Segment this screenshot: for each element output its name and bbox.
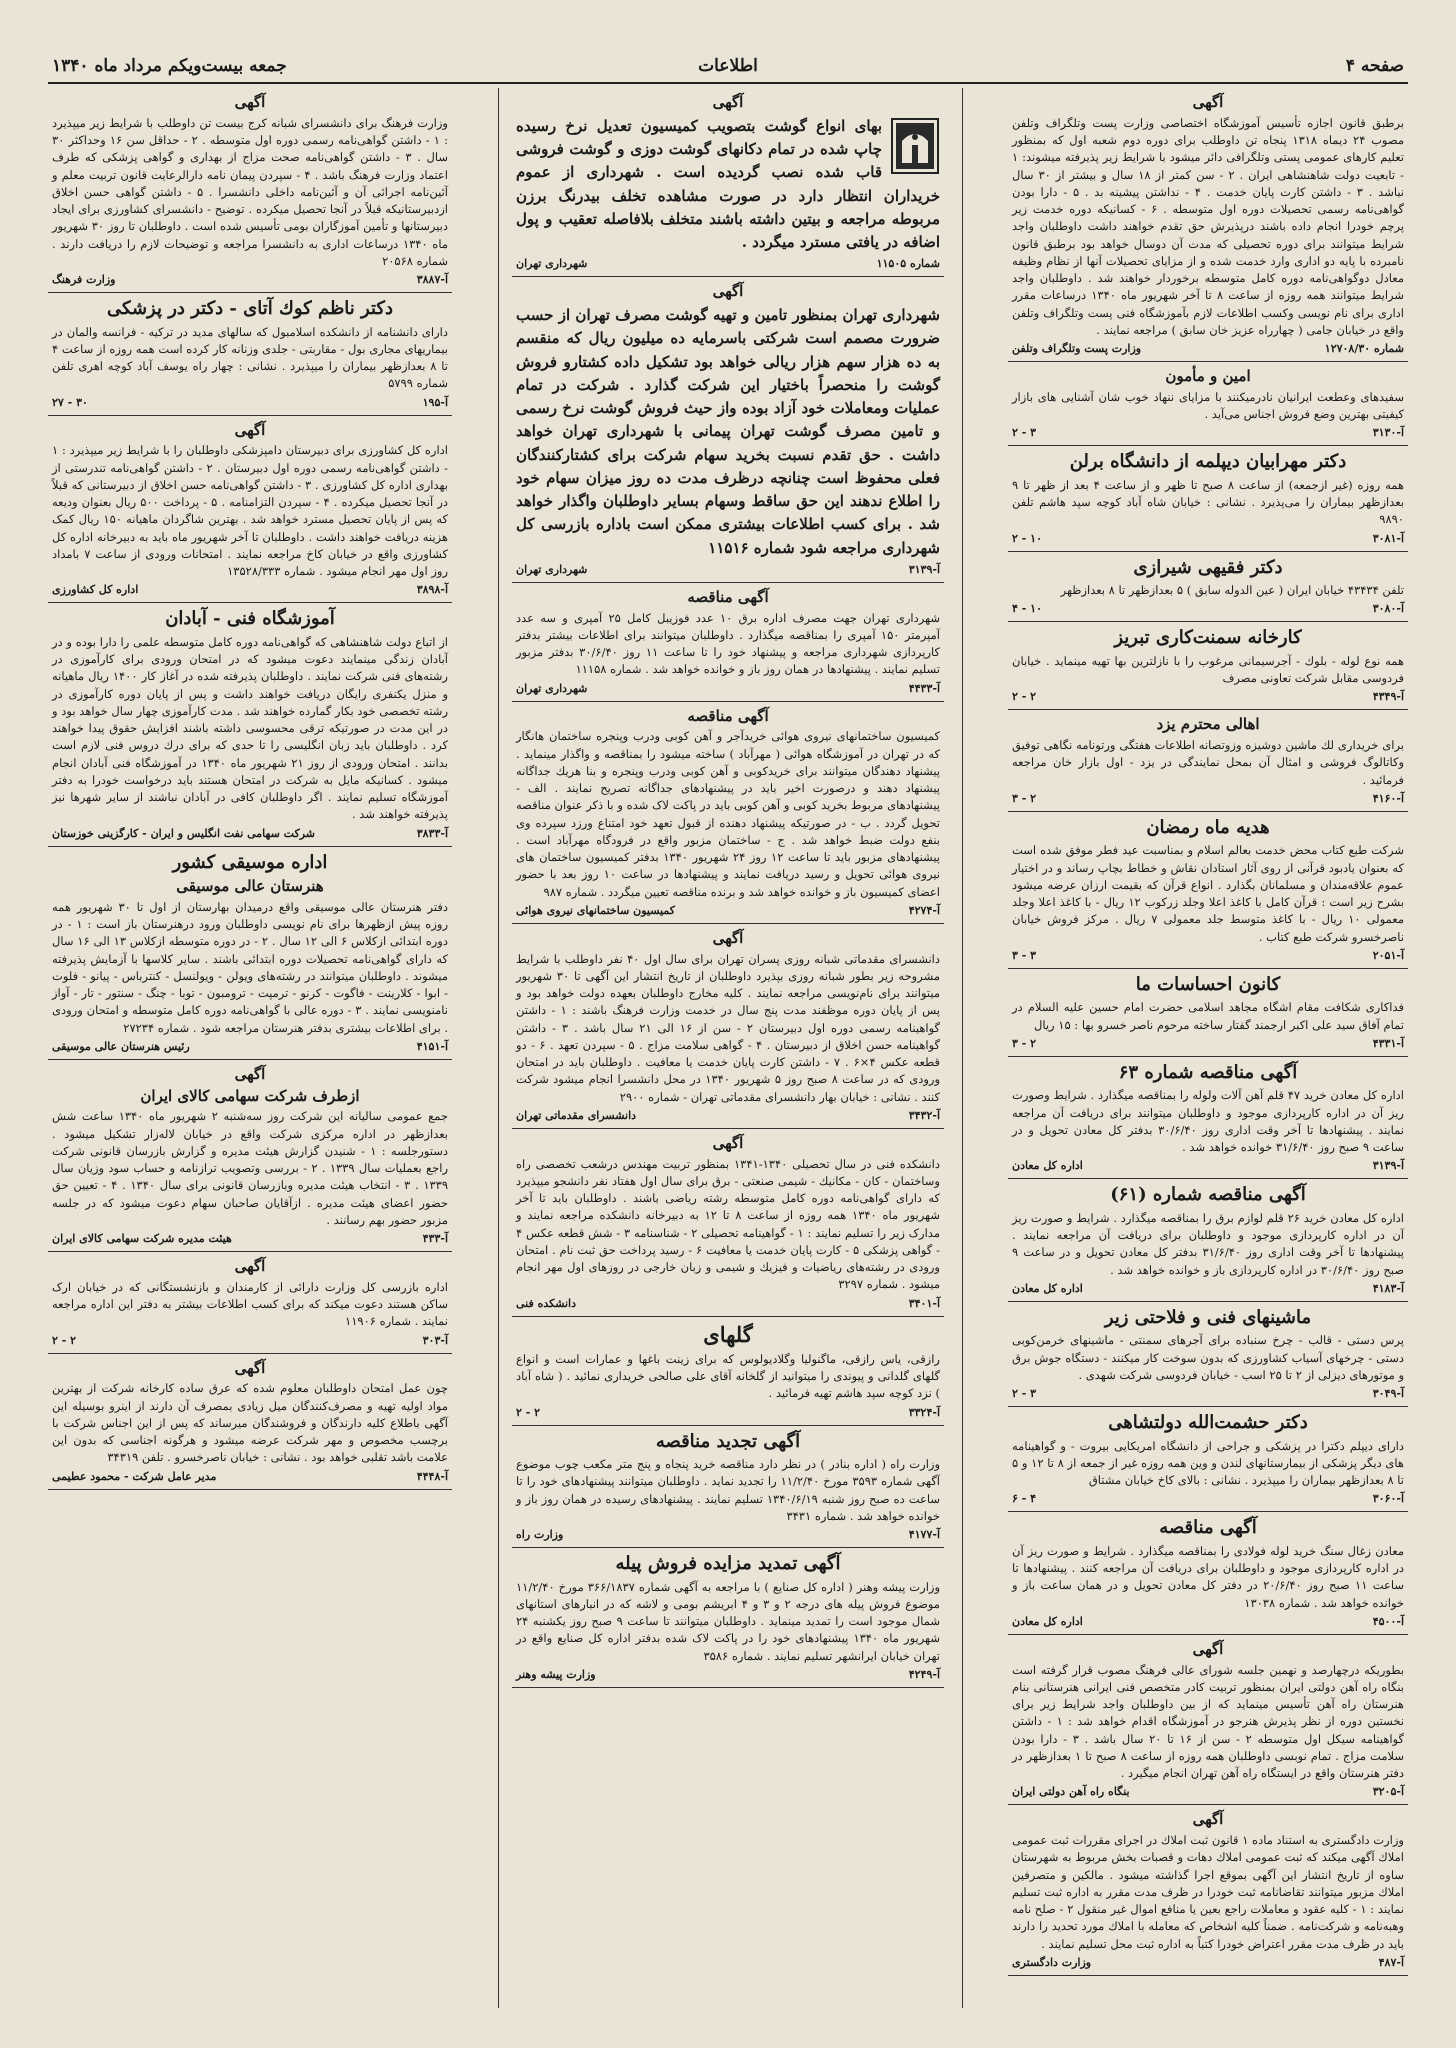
ad-signature: هیئت مدیره شرکت سهامی کالای ایران [52, 1232, 232, 1245]
ad-footer [1012, 1282, 1404, 1295]
ad-ref-number: آ-۳۰۶۰ [1372, 1492, 1404, 1506]
ad-signature: وزارت دادگستری [1012, 1955, 1092, 1969]
ad-title: آگهی [1192, 93, 1224, 111]
ad-ref-number: آ-۳۸۸۷ [416, 273, 448, 286]
ad-body: شهرداری تهران جهت مصرف اداره برق ۱۰ عدد فوزیبل کامل ۲۵ آمپری و سه عدد آمپرمتر ۱۵۰ آمپری را بمناقصه میگذارد . داوطلبان میتوانند برای اطلاعات بیشتر بدفتر کارپردازی شهرداری مراجعه و پیشنهاد خود را تا ساعت ۱۱ روز ۳۰/۶/۴۰ بدفتر مزبور تسلیم نمایند . پیشنهادها در همان روز باز و خوانده خواهد شد . شماره ۱۱۱۵۸ [516, 610, 941, 677]
ad-footer [52, 1334, 448, 1347]
ad-l4 [48, 603, 452, 846]
ad-footer [52, 1040, 448, 1053]
ad-l2 [48, 293, 452, 416]
ad-footer [516, 1109, 940, 1122]
ad-ref-number: آ-۳۸۳۳ [416, 826, 448, 840]
ad-signature: اداره کل کشاورزی [52, 583, 139, 597]
ad-signature: مدیر عامل شرکت - محمود عطیمی [52, 1469, 217, 1483]
ad-body: دارای دیپلم دکترا در پزشکی و جراحی از دانشگاه امریکایی بیروت - و گواهینامه های دیگر پزشکی از بیمارستانهای لندن و وین همه روزه غیر از جمعه از ۸ تا ۱۲ و ۵ تا ۸ بعدازظهر بیماران را میپذیرد . نشانی : بالای کاخ خیابان مشتاق [1012, 1438, 1404, 1487]
ad-r10 [1008, 1179, 1408, 1302]
ad-title: آگهی مناقصه شماره ۶۳ [1118, 1061, 1298, 1083]
ad-signature: اداره کل معادن [1012, 1159, 1083, 1173]
ad-body: رازقی، یاس رازقی، ماگنولیا وگلادیولوس که برای زینت باغها و عمارات است و انواع گلهای گلدانی و پیوندی را میتوانید از گلخانه آقای علی صالحی خریداری نمائید . ( شاه آباد ) نزد کوچه سپد هاشم تهیه فرمائید . [516, 1351, 940, 1401]
ad-title: آموزشگاه فنی - آبادان [165, 608, 335, 630]
ad-signature: ۳ - ۲ [1012, 1387, 1037, 1400]
ad-title: آگهی مناقصه شماره (۶۱) [1110, 1184, 1306, 1206]
ad-body: اداره کل معادن خرید ۴۷ قلم آهن آلات ولوله را بمناقصه میگذارد . شرایط وصورت ریز آن در اداره کارپردازی موجود و داوطلبان میتوانند برای دریافت آن مراجعه نمایند . پیشنهادها تا آخر وقت اداری روز ۳۰/۶/۴۰ بدفتر کل معادن تحویل و در ساعت ۹ صبح روز ۳۱/۶/۴۰ خوانده خواهد شد . [1012, 1088, 1404, 1154]
ad-r5 [1008, 622, 1408, 710]
ad-ref-number: آ-۴۳۳ [422, 1232, 448, 1245]
ad-footer [52, 1470, 448, 1483]
ad-title: آگهی [1192, 1639, 1224, 1658]
ad-body: دفتر هنرستان عالی موسیقی واقع درمیدان بهارستان از اول تا ۳۰ شهریور همه روزه پیش ازظهرها برای نام نویسی داوطلبان ورود درهنرستان باز است : ۱ - در دوره ابتدائی ازکلاس ۶ الی ۱۲ سال . ۲ - در دوره متوسطه ازکلاس ۱۳ الی ۱۶ سال که دارای گواهی‌نامه تحصیلات دوره ابتدائی باشند . سایر کلاسها با آزمایش پذیرفته میشوند . داوطلبان میتوانند در رشته‌های ویولن - ویولنسل - کنترباس - پیانو - فلوت - ابوا - کلارینت - فاگوت - کرنو - ترمپت - ترومبون - توبا - چنگ - سنتور - تار - آواز نامنویسی نمایند . ۳ - دوره عالی با گواهی‌نامه دوره کامل متوسطه و امتحان ورودی . برای اطلاعات بیشتری بدفتر هنرستان مراجعه شود . شماره ۲۷۲۳۴ [52, 899, 448, 1035]
ad-signature: دانشکده فنی [516, 1296, 577, 1310]
ad-body: دانشسرای مقدماتی شبانه روزی پسران تهران برای سال اول ۴۰ نفر داوطلب با شرایط مشروحه زیر بطور شبانه روزی بپذیرد داوطلبان از تاریخ انتشار این آگهی تا ۳۰ شهریور میتوانند برای نام‌نویسی مراجعه نمایند . کلیه مخارج داوطلبان بعهده دولت خواهد بود و پس از پایان دوره موظفند مدت پنج سال در خدمت وزارت فرهنگ باشند : ۱ - داشتن گواهینامه رسمی دوره اول دبیرستان ۲ - سن از ۱۶ الی ۲۱ سال باشد . ۳ - داشتن گواهینامه حسن اخلاق از دبیرستان . ۴ - گواهی سلامت مزاج . ۵ - سپردن تعهد . ۶ - دو قطعه عکس ۴×۶ . ۷ - داشتن کارت پایان خدمت یا معافیت . داوطلبان باید در امتحان ورودی که در ساعت ۸ صبح روز ۵ شهریور ۱۳۴۰ در محل دانشسرا انجام میشود شرکت کنند . نشانی : خیابان بهار دانشسرای مقدماتی تهران - شماره ۲۹۰۰ [516, 951, 941, 1104]
ad-body: تلفن ۴۳۴۳۴ خیابان ایران ( عین الدوله سابق ) ۵ بعدازظهر تا ۸ بعدازظهر [1060, 583, 1404, 597]
ad-signature: بنگاه راه آهن دولتی ایران [1012, 1785, 1130, 1799]
ad-ref-number: آ-۱۹۵ [422, 395, 448, 409]
ad-signature: شهرداری تهران [516, 681, 588, 695]
ad-footer [1012, 792, 1404, 805]
ad-ref-number: آ-۳۲۰۵ [1372, 1785, 1404, 1799]
ad-title: دکتر فقیهی شیرازی [1133, 556, 1283, 578]
ad-footer [516, 682, 940, 695]
ad-r3 [1008, 446, 1408, 551]
ad-r9 [1008, 1057, 1408, 1180]
ad-title: آگهی مناقصه [687, 587, 769, 606]
ad-body: شرکت طبع کتاب محض خدمت بعالم اسلام و بمناسبت عید فطر موفق شده است که بعنوان یادبود قرآنی از روی آثار استادان نقاش و خطاط بچاپ رساند و در اختیار عموم علاقه‌مندان و مسلمانان بگذارد . انواع قرآن که بقیمت ارزان عرضه میشود بشرح زیر است : قرآن کامل با کاغذ اعلا وجلد زرکوب ۱۲ ریال - با کاغذ اعلا وجلد معمولی ۱۰ ریال - با کاغذ متوسط جلد معمولی ۷ ریال . مرکز فروش خیابان ناصرخسرو شرکت طبع کتاب . [1012, 843, 1405, 944]
column-rule [962, 88, 963, 2008]
ad-ref-number: آ-۴۴۴۸ [416, 1469, 448, 1483]
ad-body: بهای انواع گوشت بتصویب کمیسیون تعدیل نرخ رسیده چاپ شده در تمام دکانهای گوشت دوزی و گوشت فروشی قاب شده نصب گردیده است . شهرداری از عموم خریداران انتظار دارد در صورت مشاهده تخلف بیدرنگ برزن مربوطه مراجعه و بیتین داشته باشند متخلف بلافاصله تعقیب و پول اضافه در یافتی مسترد میگردد . [516, 116, 940, 251]
ad-body: وزارت پیشه وهنر ( اداره کل صنایع ) با مراجعه به آگهی شماره ۳۶۶/۱۸۳۷ مورخ ۱۱/۲/۴۰ موضوع فروش پیله های درجه ۲ و ۳ و ۴ ابریشم بومی و لاشه که در انبارهای استانهای شمال موجود است را تمدید مینماید . داوطلبان میتوانند تا ساعت ۹ صبح روز یکشنبه ۲۴ شهریور ماه ۱۳۴۰ پیشنهادهای خود را در پاکت لاک شده بدفتر اداره کل صنایع واقع در تهران خیابان ایرانشهر تسلیم نمایند . شماره ۳۵۸۶ [516, 1579, 940, 1663]
ad-signature: شهرداری تهران [516, 257, 588, 271]
ad-footer [516, 1528, 940, 1541]
ad-body: همه نوع لوله - بلوك - آجرسیمانی مرغوب را با نازلترین بها تهیه مینماید . خیابان فردوسی مقابل شرکت تعاونی مصرف [1012, 653, 1404, 685]
ad-footer [516, 1668, 940, 1681]
ad-signature: ۳۰ - ۲۷ [52, 395, 88, 409]
ad-footer [516, 1406, 940, 1419]
ad-title: آگهی مناقصه [1159, 1517, 1257, 1539]
column-middle [512, 88, 944, 2008]
ad-ref-number: آ-۴۲۴۹ [908, 1667, 940, 1681]
ad-m7 [512, 1317, 944, 1426]
ad-footer [1012, 1956, 1404, 1969]
ad-footer [1012, 1615, 1404, 1628]
ad-body: جمع عمومی سالیانه این شرکت روز سه‌شنبه ۲ شهریور ماه ۱۳۴۰ ساعت شش بعدازظهر در اداره مرکزی شرکت واقع در خیابان لاله‌زار تشکیل میشود . دستورجلسه : ۱ - شنیدن گزارش هیئت مدیره و گزارش بازرسان قانونی شرکت راجع بعملیات سال ۱۳۳۹ . ۲ - بررسی وتصویب ترازنامه و حساب سود وزیان سال ۱۳۳۹ . ۳ - انتخاب هیئت مدیره وبازرسان قانونی برای سال ۱۳۴۰ . ۴ - تعیین حق حضور اعضای هیئت مدیره . ازآقایان صاحبان سهام دعوت میشود که در جلسه مزبور حضور بهم رسانند . [52, 1109, 449, 1227]
ad-signature: ۲ - ۲ [1012, 690, 1037, 704]
ad-l8 [48, 1354, 452, 1490]
ad-ref-number: آ-۴۲۷۴ [908, 903, 940, 917]
ad-r2 [1008, 362, 1408, 446]
ad-title: آگهی [234, 93, 266, 111]
ad-body: همه روزه (غیر ازجمعه) از ساعت ۸ صبح تا ظهر و از ساعت ۴ بعد از ظهر تا ۹ بعدازظهر بیماران را می‌پذیرد . نشانی : خیابان شاه آباد کوچه سپد هاشم تلفن ۹۸۹۰ [1012, 477, 1404, 527]
ad-ref-number: آ-۳۴۰۱ [908, 1296, 940, 1310]
ad-m5 [512, 924, 944, 1129]
ad-body: دارای دانشنامه از دانشکده اسلامبول که سالهای مدید در ترکیه - فرانسه والمان در بیماریهای مجاری بول - مقاربتی - جلدی وزنانه کار کرده است همه روزه از ساعت ۴ تا ۸ بعدازظهر بیماران را میپذیرد . نشانی : چهار راه یوسف آباد کوچه اهری تلفن شماره ۵۷۹۹ [52, 324, 448, 391]
ad-title: کارخانه سمنت‌کاری تبریز [1114, 627, 1302, 649]
column-rule [498, 88, 499, 2008]
ad-subtitle: هنرستان عالی موسیقی [176, 877, 324, 895]
ad-ref-number: آ-۴۱۶۰ [1372, 791, 1404, 805]
ad-footer [516, 563, 940, 576]
ad-title: آگهی [234, 1257, 266, 1275]
ad-body: بطوریکه درچهارصد و نهمین جلسه شورای عالی فرهنگ مصوب قرار گرفته است بنگاه راه آهن دولتی ایران بمنظور تربیت کادر متخصص فنی ایرانی هنرستانی بنام هنرستان راه آهن تأسیس مینماید که از بین داوطلبان واجد شرایط زیر برای نخستین دوره از نظر پذیرش هنرجو در آموزشگاه اقدام خواهد شد : ۱ - داشتن گواهینامه سیکل اول متوسطه ۲ - سن از ۱۶ تا ۲۰ سال باشد . ۳ - دارا بودن سلامت مزاج . تمام نوبسی داوطلبان همه روزه از ساعت ۸ صبح تا ۱ بعدازظهر در دفتر هنرستان واقع در ایستگاه راه آهن تهران انجام میگیرد . [1012, 1662, 1405, 1780]
ad-ref-number: آ-۴۳۴۹ [1372, 690, 1404, 704]
ad-ref-number: آ-۳۳۲۴ [908, 1405, 940, 1419]
ad-signature: وزارت پیشه وهنر [516, 1667, 596, 1681]
ad-signature: ۳ - ۲ [1012, 426, 1037, 440]
ad-footer [52, 827, 448, 840]
ad-m8 [512, 1426, 944, 1549]
ad-title: آگهی [234, 1358, 266, 1377]
ad-ref-number: آ-۳۰۴۹ [1372, 1387, 1404, 1400]
ad-ref-number: آ-۳۰۸۰ [1372, 602, 1404, 616]
ad-m4 [512, 702, 944, 924]
ad-signature: رئیس هنرستان عالی موسیقی [52, 1039, 190, 1053]
municipality-emblem-icon [890, 117, 940, 175]
ad-title: دکتر حشمت‌الله دولتشاهی [1108, 1412, 1308, 1433]
ad-signature: اداره کل معادن [1012, 1281, 1083, 1295]
ad-r15 [1008, 1805, 1408, 1976]
ad-ref-number: آ-۴۸۷ [1378, 1955, 1404, 1969]
ad-ref-number: آ-۴۱۵۱ [416, 1039, 448, 1053]
ad-ref-number: آ-۳۴۳۲ [908, 1108, 940, 1122]
ad-title: آگهی [1192, 1810, 1224, 1829]
ad-title: کانون احساسات ما [1135, 973, 1281, 995]
ad-ref-number: آ-۳۱۳۹ [1372, 1159, 1404, 1173]
ad-m2 [512, 277, 944, 583]
ad-body: وزارت فرهنگ برای دانشسرای شبانه کرج بیست تن داوطلب با شرایط زیر میپذیرد : ۱ - داشتن گواهی‌نامه رسمی دوره اول متوسطه . ۲ - حداقل سن ۱۶ وحداکثر ۳۰ سال . ۳ - داشتن گواهی‌نامه صحت مزاج از بهداری و گواهی پزشکی که طرف اعتماد وزارت فرهنگ باشد . ۴ - سپردن پیمان نامه دارالرعایت قانون تربیت معلم و آئین‌نامه اجرائی آن و آئین‌نامه داخلی دانشسرا . ۵ - داشتن گواهی حسن اخلاق ازدبیرستانیکه قبلاً در آنجا تحصیل میکرده . توضیح - دانشسرای کشاورزی برای ایجاد دبیرستانها و تأمین آموزگاران بومی تأسیس شده است . داوطلبان تا روز ۳۰ شهریور ماه ۱۳۴۰ درساعات اداری به دانشسرا مراجعه و توضیحات لازم را دریافت دارند . شماره ۲۰۵۶۸ [52, 115, 449, 268]
ad-title: دکتر ناظم کوك آتای - دکتر در پزشکی [107, 298, 393, 319]
ad-m3 [512, 583, 944, 702]
ad-body: وزارت راه ( اداره بنادر ) در نظر دارد مناقصه خرید پنجاه و پنج متر مکعب چوب موضوع آگهی شماره ۳۵۹۳ مورخ ۱۱/۲/۴۰ را تجدید نماید . داوطلبان میتوانند پیشنهادهای خود را تا ساعت ده صبح روز شنبه ۱۳۴۰/۶/۱۹ تسلیم نمایند . پیشنهادهای رسیده در همان روز باز و خوانده خواهد شد . شماره ۳۴۳۱ [516, 1457, 941, 1523]
ad-signature: ۲ - ۳ [1012, 791, 1037, 805]
ad-ref-number: آ-۲۰۵۱ [1372, 948, 1404, 962]
ad-signature: ۳ - ۳ [1012, 948, 1037, 962]
ad-l5 [48, 847, 452, 1060]
ad-r12 [1008, 1407, 1408, 1512]
ad-footer [516, 1297, 940, 1310]
ad-footer [52, 1232, 448, 1245]
ad-ref-number: شماره ۱۱۵۰۵ [876, 257, 940, 271]
ad-footer [1012, 342, 1404, 355]
ad-title: دکتر مهرابیان دیپلمه از دانشگاه برلن [1069, 451, 1347, 473]
ad-title: آگهی تمدید مزایده فروش پیله [615, 1553, 841, 1574]
ad-body: از اتباع دولت شاهنشاهی که گواهی‌نامه دوره کامل متوسطه علمی را دارا بوده و در آبادان زندگی مینمایند دعوت میشود که در امتحان ورودی برای کارآموزی در رشته‌های فنی شرکت نمایند . داوطلبان پذیرفته شده در آغاز کار ۱۴۰۰ ریال ماهیانه و منزل یکنفری رایگان دریافت خواهند داشت و پس از پایان دوره کارآموزی در رشته تخصصی خود بکار گمارده خواهند شد . مدت کارآموزی چهار سال خواهد بود و در این مدت در صورتیکه ترقی محسوسی داشته باشند افزایش حقوق پیدا خواهند کرد . داوطلبان باید زبان انگلیسی را تا حدی که برای درك دروس فنی لازم است بدانند . امتحان ورودی از روز ۲۱ شهریور ماه ۱۳۴۰ در آموزشگاه فنی آبادان انجام میشود . کسانیکه مایل به شرکت در امتحان هستند باید درخواست خودرا به دفتر آموزشگاه تسلیم نمایند . اگر داوطلبان کافی در آبادان نباشند از سایر شهرها نیز پذیرفته خواهند شد . [52, 634, 448, 822]
ad-r8 [1008, 969, 1408, 1057]
issue-date: جمعه‌ بیست‌ویکم مرداد ماه ۱۳۴۰ [52, 56, 287, 76]
ad-ref-number: آ-۳۱۳۰ [1372, 426, 1404, 440]
ad-signature: ۲ - ۳ [1012, 1036, 1037, 1050]
ad-r4 [1008, 552, 1408, 623]
ad-ref-number: آ-۳۱۳۹ [908, 562, 940, 576]
ad-footer [516, 904, 940, 917]
ad-signature: ۲ - ۲ [516, 1405, 541, 1419]
ad-body: سفیدهای وعطعت ایرانیان نادرمیکنند با مزایای ننهاد خوب شان آشنایی های بازار کیفیتی بهترین وضع فروش اجناس می‌آید . [1012, 389, 1404, 421]
ad-l6 [48, 1060, 452, 1252]
page-number: صفحه ۴ [1345, 56, 1404, 76]
ad-signature: شرکت سهامی نفت انگلیس و ایران - کارگزینی خوزستان [52, 826, 315, 840]
ad-title: آگهی تجدید مناقصه [655, 1430, 801, 1452]
ad-subtitle: ازطرف شرکت سهامی کالای ایران [140, 1086, 360, 1105]
ad-ref-number: شماره ۱۲۷۰۸/۳۰ [1324, 342, 1404, 355]
ad-r6 [1008, 710, 1408, 812]
ad-footer [1012, 1159, 1404, 1172]
masthead [48, 52, 1408, 84]
ad-title: آگهی [712, 928, 744, 947]
ad-r11 [1008, 1302, 1408, 1407]
ad-signature: ۱۰ - ۲ [1012, 531, 1042, 545]
ad-title: آگهی مناقصه [687, 706, 769, 725]
column-right [1008, 88, 1408, 2008]
ad-footer [1012, 602, 1404, 615]
ad-footer [1012, 1492, 1404, 1505]
ad-body: دانشکده فنی در سال تحصیلی ۱۳۴۰-۱۳۴۱ بمنظور تربیت مهندس درشعب تخصصی راه وساختمان - کان - مکانیك - شیمی صنعتی - برق برای سال اول هفتاد نفر دانشجو میپذیرد که دارای گواهی‌نامه دوره کامل متوسطه رشته ریاضی باشند . داوطلبان باید تا آخر شهریور ماه ۱۳۴۰ همه روزه از ساعت ۸ تا ۱۲ به دبیرخانه دانشکده مراجعه نمایند و مدارک زیر را تسلیم نمایند : ۱ - گواهینامه تحصیلی ۲ - شناسنامه ۳ - شش قطعه عکس ۴ - گواهی پزشکی ۵ - کارت پایان خدمت یا معافیت ۶ - رسید پرداخت حق ثبت نام . امتحان ورودی در رشته‌های ریاضیات و فیزیك و شیمی و زبان خارجی در روزهای اول مهر انجام میشود . شماره ۳۲۹۷ [516, 1156, 940, 1292]
ad-title: هدیه ماه رمضان [1146, 816, 1270, 838]
ad-signature: وزارت پست وتلگراف وتلفن [1012, 342, 1142, 355]
ad-signature: دانشسرای مقدماتی تهران [516, 1108, 637, 1122]
ad-r13 [1008, 1512, 1408, 1635]
ad-l3 [48, 416, 452, 604]
ad-ref-number: آ-۳۸۹۸ [416, 583, 448, 597]
ad-body: پرس دستی - قالب - چرخ سنباده برای آجرهای سمنتی - ماشینهای خرمن‌کوبی دستی - چرخهای آسیاب کشاورزی که بدون سوخت کار میکنند - دستگاه جوش برق و موتورهای دیزلی از ۲ تا ۲۵ اسب - خیابان فردوسی شرکت شهدی . [1012, 1333, 1404, 1382]
ad-signature: کمیسیون ساختمانهای نیروی هوائی [516, 903, 675, 917]
ad-title: آگهی [712, 93, 744, 111]
ad-ref-number: آ-۴۵۰۰ [1372, 1614, 1404, 1628]
ad-r1 [1008, 88, 1408, 362]
ad-footer [1012, 1785, 1404, 1798]
ad-signature: ۴ - ۶ [1012, 1492, 1037, 1506]
ad-title: اهالی محترم یزد [1156, 715, 1260, 734]
ad-title: آگهی [234, 1064, 266, 1083]
ad-signature: ۱۰ - ۴ [1012, 602, 1042, 616]
ad-body: اداره کل کشاورزی برای دبیرستان دامپزشکی داوطلبان را با شرایط زیر میپذیرد : ۱ - داشتن گواهی‌نامه رسمی دوره اول دبیرستان . ۲ - داشتن گواهی‌نامه تندرستی از بهداری اداره کل کشاورزی . ۳ - داشتن گواهی‌نامه حسن اخلاق از دبیرستانی که قبلاً در آنجا تحصیل میکرده . ۴ - سپردن التزامنامه . ۵ - پرداخت ۵۰۰ ریال بعنوان ودیعه که پس از پایان تحصیل مسترد خواهد شد . بهترین شاگردان ماهیانه ۱۵۰ ریال کمک هزینه دریافت خواهند داشت . داوطلبان تا آخر شهریور ماه باید به دبیرخانه اداره کل کشاورزی واقع در خیابان کاخ مراجعه نمایند . امتحانات ورودی از ساعت ۷ بامداد روز اول مهر انجام میشود . شماره ۱۳۵۲۸/۳۳۳ [52, 443, 449, 578]
ad-body: اداره کل معادن خرید ۲۶ قلم لوازم برق را بمناقصه میگذارد . شرایط و صورت ریز آن در اداره کارپردازی موجود و داوطلبان برای دریافت آن مراجعه نمایند . پیشنهادها تا آخر وقت اداری روز ۳۱/۶/۴۰ بدفتر کل معادن تحویل و در ساعت ۹ صبح روز ۳۰/۶/۴۰ در اداره کارپردازی باز و خوانده خواهد شد . [1012, 1210, 1404, 1277]
ad-ref-number: آ-۳۰۳ [422, 1333, 448, 1347]
column-left [48, 88, 452, 2008]
ad-m6 [512, 1129, 944, 1317]
ad-body: وزارت دادگستری به استناد ماده ۱ قانون ثبت املاك در اجرای مقررات ثبت عمومی املاك آگهی میکند که ثبت عمومی املاك دهات و قصبات بخش مربوط به شهرستان ساوه از تاریخ انتشار این آگهی بموقع اجرا گذاشته میشود . مالکین و متصرفین املاك مزبور میتوانند تقاضانامه ثبت خودرا در ظرف مدت مقرر به اداره ثبت تسلیم نمایند : ۱ - کلیه عقود و معاملات راجع بعین یا منافع اموال غیر منقول ۲ - صلح نامه وهبه‌نامه و شرکت‌نامه . ضمناً کلیه اشخاص که معامله با املاك مورد تحدید را دارند باید در ظرف مدت مقرر اعتراض خودرا کتباً به اداره ثبت محل تسلیم نمایند . [1012, 1833, 1404, 1951]
ad-ref-number: آ-۴۳۳۱ [1372, 1036, 1404, 1050]
ad-title: آگهی [712, 282, 744, 301]
ad-signature: وزارت فرهنگ [52, 273, 116, 286]
ad-signature: اداره کل معادن [1012, 1614, 1083, 1628]
ad-ref-number: آ-۴۱۷۷ [908, 1528, 940, 1541]
ad-footer [1012, 1037, 1404, 1050]
ad-footer [52, 583, 448, 596]
ad-body: معادن زغال سنگ خرید لوله فولادی را بمناقصه میگذارد . شرایط و صورت ریز آن در اداره کارپردازی موجود و داوطلبان برای دریافت آن مراجعه کنند . پیشنهادها تا ساعت ۱۱ صبح روز ۲۰/۶/۴۰ در دفتر کل معادن تحویل و در همان ساعت باز و خوانده خواهد شد . شماره ۱۳۰۳۸ [1012, 1543, 1404, 1610]
ad-m1 [512, 88, 944, 277]
ad-footer [1012, 949, 1404, 962]
ad-body: برطبق قانون اجازه تأسیس آموزشگاه اختصاصی وزارت پست وتلگراف وتلفن مصوب ۲۴ دیماه ۱۳۱۸ پنجاه تن داوطلب برای دوره دوم شعبه اول که بمنظور تعلیم کارهای عمومی پستی وتلگرافی دائر میشود با شرایط زیر پذیرفته میشوند: ۱ - تابعیت دولت شاهنشاهی ایران . ۲ - سن کمتر از ۱۸ سال و بیشتر از ۳۰ سال نباشد . ۳ - داشتن کارت پایان خدمت . ۴ - نداشتن پیشینه بد . ۵ - دارا بودن گواهی‌نامه رسمی تحصیلات دوره اول متوسطه . ۶ - کسانیکه دوره خدمت زیر پرچم خودرا انجام داده باشند درپذیرش حق تقدم خواهند داشت داوطلبان واجد شرایط میتوانند برای دوره تحصیلی که مدت آن دوسال خواهد بود برطبق قانون نامبرده با پایه دو اداری وارد خدمت شده و از مزایای تحصیلات آنها از نظام وظیفه معادل دوگواهی‌نامه دوره کامل متوسطه برخوردار خواهند شد . داوطلبان واجد شرایط میتوانند همه روزه از ساعت ۸ تا آخر شهریور ماه ۱۳۴۰ درساعات مقرر اداری برای نام نویسی وکسب اطلاعات لازم بآموزشگاه فنی پست وتلگراف وتلفن واقع در خیابان جامی ( چهارراه عزیز خان سابق ) مراجعه نمایند . [1012, 115, 1404, 337]
ad-title: اداره موسیقی کشور [172, 851, 328, 873]
ad-signature: ۲ - ۲ [52, 1333, 77, 1347]
ad-ref-number: آ-۴۴۳۳ [908, 681, 940, 695]
ad-footer [1012, 532, 1404, 545]
ad-signature: شهرداری تهران [516, 562, 588, 576]
ad-body: چون عمل امتحان داوطلبان معلوم شده که عرق ساده کارخانه شرکت از بهترین مواد اولیه تهیه و مصرف‌کنندگان میل زیادی بمصرف آن دارند از اینرو بوسیله این آگهی باطلاع کلیه دارندگان و فروشندگان میرساند که پس از این اجناس شرکت با برچسب مخصوص و مهر شرکت عرضه میشود و هرگونه اجناسی که بدون این علامت باشد تقلبی خواهد بود . نشانی : خیابان ناصرخسرو . تلفن ۳۴۳۱۹ [52, 1381, 448, 1465]
ad-body: فداکاری شکافت مقام اشگاه مجاهد اسلامی حضرت امام حسین علیه السلام در تمام آفاق سید علی اکبر ارجمند گفتار ساخته مرحوم ناصر خسرو بها : ۱۵ ریال [1012, 1000, 1404, 1032]
ad-title: آگهی [712, 1133, 744, 1152]
ad-footer [52, 273, 448, 286]
ad-r14 [1008, 1635, 1408, 1806]
ad-footer [1012, 426, 1404, 439]
ad-body: اداره بازرسی کل وزارت دارائی از کارمندان و بازنشستگانی که در خیابان ارک ساکن هستند دعوت میکند که برای کسب اطلاعات بیشتر به دفتر این اداره مراجعه نمایند . شماره ۱۱۹۰۶ [52, 1279, 448, 1329]
ad-footer [516, 257, 940, 270]
ad-l7 [48, 1252, 452, 1354]
ad-footer [1012, 1387, 1404, 1400]
paper-name: اطلاعات [698, 56, 758, 76]
ad-title: ماشینهای فنی و فلاحتی زیر [1104, 1306, 1312, 1328]
ad-footer [1012, 690, 1404, 703]
ad-title: گلهای [703, 1321, 753, 1347]
ad-body: کمیسیون ساختمانهای نیروی هوائی خریدآجر و آهن کوبی ودرب وپنجره ساختمان هانگار که در تهران در آموزشگاه هوائی ( مهرآباد ) ساخته میشود را بمناقصه و واگذار مینماید . پیشنهاد دهندگان میتوانند برای خریدکوبی و آهن کوبی ودرب وپنجره و بنا هریك جداگانه پیشنهاد دهند و درصورت اخیر باید در پیشنهادهای جداگانه تصریح نمایند . الف - پیشنهادهای مربوط بخرید کوبی و آهن کوبی باید در پاکت لاک شده و با ذکر عنوان مناقصه تحویل گردد . ب - در صورتیکه پیشنهاد دهنده از قبول تعهد خود امتناع ورزد سپرده وی بنفع دولت ضبط خواهد شد . ج - ساختمان مزبور واقع در فرودگاه مهرآباد است . پیشنهادهای مزبور باید تا ساعت ۱۲ روز ۲۴ شهریور ۱۳۴۰ بدفتر کمیسیون ساختمان های نیروی هوائی تحویل و رسید دریافت نمایند و پیشنهادها در ساعت ۱۰ روز بعد با حضور اعضای کمیسیون باز و خوانده خواهد شد و برنده مناقصه تعیین میگردد . شماره ۹۸۷ [516, 729, 940, 899]
ad-l1 [48, 88, 452, 293]
ad-title: آگهی [234, 420, 266, 439]
ad-ref-number: آ-۴۱۸۳ [1372, 1281, 1404, 1295]
ad-r7 [1008, 812, 1408, 969]
ad-body: برای خریداری لك ماشین دوشیزه وزوتصانه اطلاعات هفتگی ورتونامه نگاهی توفیق وکاتالوگ فروشی و امثال آن بمحل نمایندگی در یزد - اول بازار خان مراجعه فرمائید . [1012, 738, 1404, 787]
ad-signature: وزارت راه [516, 1528, 564, 1541]
ad-title: امین و مأمون [1165, 367, 1251, 385]
ad-ref-number: آ-۳۰۸۱ [1372, 531, 1404, 545]
ad-m9 [512, 1548, 944, 1688]
ad-footer [52, 396, 448, 409]
ad-body: شهرداری تهران بمنظور تامین و تهیه گوشت مصرف تهران از حسب ضرورت مصمم است شرکتی باسرمایه ده میلیون ریال که منقسم به ده هزار سهم هزار ریالی خواهد بود تشکیل داده کشتارو فروش گوشت را منحصراً باختیار این شرکت گذارد . شرکت در تمام عملیات ومعاملات خود آزاد بوده واز حیث فروش گوشت نرخ رسمی و تامین مصرف گوشت تهران پیمانی با شهرداری تهران خواهد داشت . حق تقدم نسبت بخرید سهام شرکت برای کشتارکنندگان فعلی محفوظ است چنانچه درظرف مدت ده روز میزان سهام خود را اطلاع ندهند این حق ساقط وسهام بسایر داوطلبان واگذار خواهد شد . برای کسب اطلاعات بیشتری ممکن است باداره بازرسی کل شهرداری مراجعه شود شماره ۱۱۵۱۶ [516, 306, 940, 557]
